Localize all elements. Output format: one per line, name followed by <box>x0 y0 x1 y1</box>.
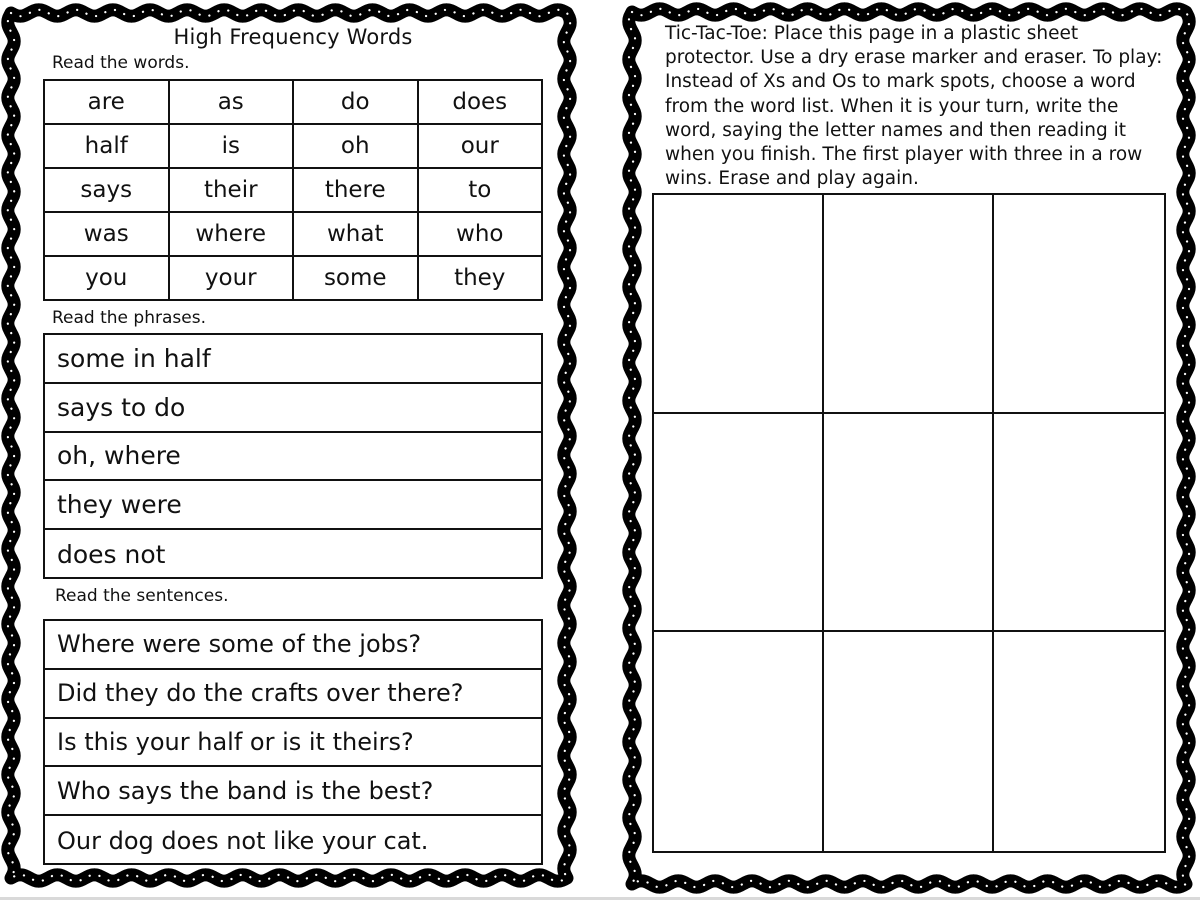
word-cell: who <box>418 212 543 256</box>
word-cell: do <box>293 80 418 124</box>
word-cell: as <box>169 80 294 124</box>
word-cell: does <box>418 80 543 124</box>
phrase-row: does not <box>57 540 166 570</box>
sentence-row: Is this your half or is it theirs? <box>45 719 541 768</box>
table-row <box>44 256 542 300</box>
tic-tac-toe-grid <box>652 193 1166 853</box>
word-cell: their <box>169 168 294 212</box>
word-cell: where <box>169 212 294 256</box>
word-cell: is <box>169 124 294 168</box>
word-cell: you <box>44 256 169 300</box>
word-cell: our <box>418 124 543 168</box>
grid-cell[interactable] <box>824 195 994 414</box>
table-row <box>44 168 542 212</box>
grid-cell[interactable] <box>994 195 1164 414</box>
phrase-row: they were <box>45 481 541 530</box>
word-cell: half <box>44 124 169 168</box>
word-cell: some <box>293 256 418 300</box>
sentence-row: Who says the band is the best? <box>45 767 541 816</box>
words-table <box>43 79 543 301</box>
word-cell: to <box>418 168 543 212</box>
words-label: Read the words. <box>52 53 190 73</box>
table-row <box>44 124 542 168</box>
table-row <box>44 212 542 256</box>
sentence-row: Where were some of the jobs? <box>45 621 541 670</box>
sentences-list <box>43 619 543 865</box>
grid-cell[interactable] <box>994 632 1164 851</box>
phrase-row: some in half <box>45 335 541 384</box>
grid-cell[interactable] <box>994 414 1164 633</box>
sentence-row: Our dog does not like your cat. <box>57 826 429 855</box>
word-cell: are <box>44 80 169 124</box>
word-cell: they <box>418 256 543 300</box>
word-cell: your <box>169 256 294 300</box>
sentence-row: Did they do the crafts over there? <box>45 670 541 719</box>
grid-cell[interactable] <box>654 632 824 851</box>
phrases-list <box>43 333 543 579</box>
grid-cell[interactable] <box>654 195 824 414</box>
page-title: High Frequency Words <box>173 25 413 49</box>
table-row <box>44 80 542 124</box>
grid-cell[interactable] <box>824 632 994 851</box>
phrase-row: says to do <box>45 384 541 433</box>
word-cell: was <box>44 212 169 256</box>
word-cell: oh <box>293 124 418 168</box>
phrase-row: oh, where <box>45 433 541 482</box>
word-cell: there <box>293 168 418 212</box>
phrases-label: Read the phrases. <box>52 308 206 328</box>
word-cell: what <box>293 212 418 256</box>
tic-tac-toe-instructions: Tic-Tac-Toe: Place this page in a plastic sheet protector. Use a dry erase marker and eraser. To play: Instead of Xs and Os to mark spots, choose a word from the word list. When it is your turn, write the word, saying the letter names and then reading it when you finish. The first player with three in a row wins. Erase and play again. <box>665 23 1163 190</box>
grid-cell[interactable] <box>824 414 994 633</box>
word-cell: says <box>44 168 169 212</box>
grid-cell[interactable] <box>654 414 824 633</box>
sentences-label: Read the sentences. <box>55 586 229 606</box>
